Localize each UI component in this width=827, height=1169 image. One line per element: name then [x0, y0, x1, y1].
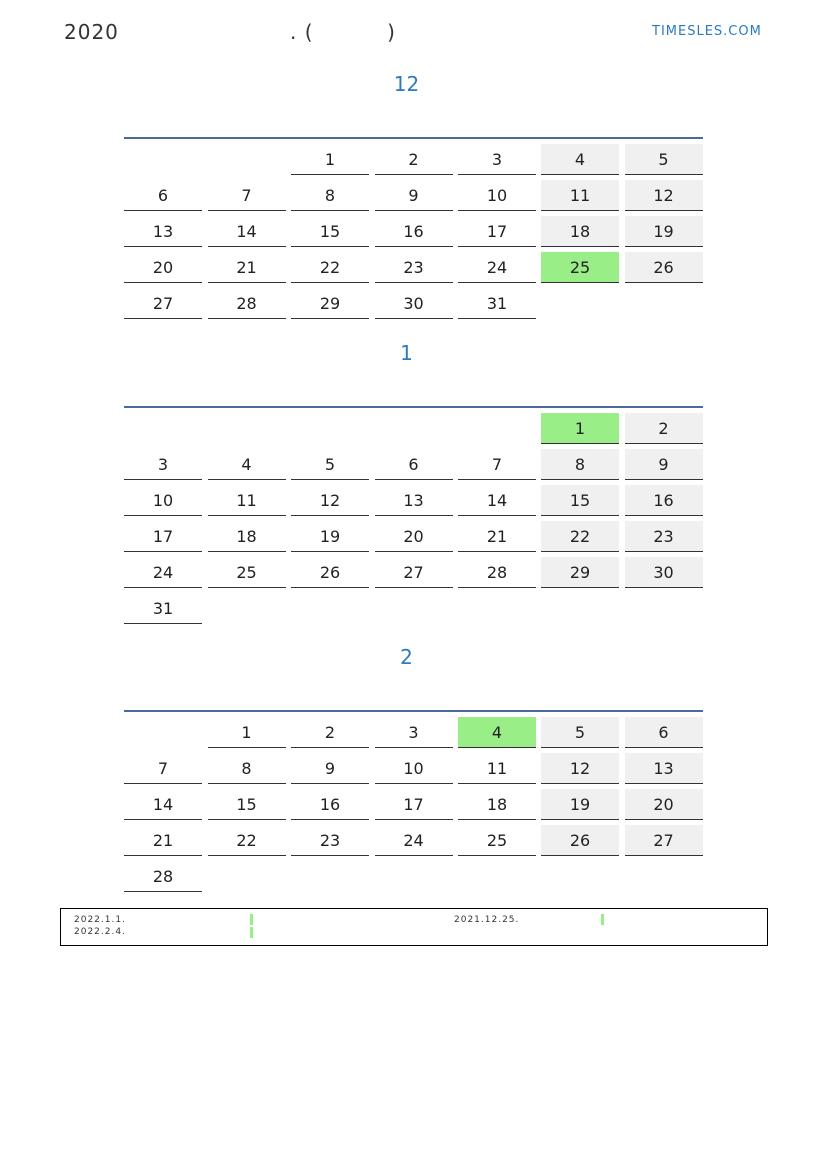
empty-cell: [124, 144, 202, 174]
day-cell: 28: [458, 557, 536, 588]
day-cell: 18: [208, 521, 286, 552]
title-suffix: . ( ): [290, 20, 396, 44]
day-cell: 11: [208, 485, 286, 516]
empty-cell: [375, 593, 453, 623]
week-row: [124, 449, 703, 480]
day-cell: 21: [208, 252, 286, 283]
day-cell: 16: [291, 789, 369, 820]
day-cell: 25: [208, 557, 286, 588]
empty-cell: [541, 288, 619, 318]
week-row: [124, 789, 703, 820]
day-cell: 13: [625, 753, 703, 784]
week-row: [124, 252, 703, 283]
day-cell: 27: [375, 557, 453, 588]
empty-cell: [291, 593, 369, 623]
day-cell: 2: [625, 413, 703, 444]
day-cell: 6: [124, 180, 202, 211]
week-row: [124, 593, 703, 624]
day-cell: 14: [208, 216, 286, 247]
week-row: [124, 861, 703, 892]
day-cell: 12: [625, 180, 703, 211]
day-cell: 12: [541, 753, 619, 784]
empty-cell: [208, 593, 286, 623]
week-row: [124, 288, 703, 319]
empty-cell: [625, 861, 703, 891]
week-row: [124, 753, 703, 784]
calendar-rule: [124, 406, 703, 408]
day-cell: 21: [124, 825, 202, 856]
day-cell: 5: [625, 144, 703, 175]
day-cell: 3: [375, 717, 453, 748]
day-cell: 30: [625, 557, 703, 588]
empty-cell: [291, 413, 369, 443]
holiday-marker: [601, 914, 604, 925]
day-cell: 14: [124, 789, 202, 820]
week-row: [124, 557, 703, 588]
holiday-marker: [250, 927, 253, 938]
day-cell: 5: [541, 717, 619, 748]
day-cell: 18: [458, 789, 536, 820]
day-cell: 2: [291, 717, 369, 748]
day-cell: 8: [208, 753, 286, 784]
empty-cell: [124, 413, 202, 443]
day-cell: 24: [375, 825, 453, 856]
day-cell: 6: [375, 449, 453, 480]
week-row: [124, 485, 703, 516]
day-cell: 9: [375, 180, 453, 211]
day-cell: 8: [291, 180, 369, 211]
day-cell: 8: [541, 449, 619, 480]
day-cell: 25: [541, 252, 619, 283]
month-title-december: 12: [393, 72, 420, 96]
empty-cell: [458, 593, 536, 623]
site-link[interactable]: TIMESLES.COM: [652, 24, 762, 39]
empty-cell: [208, 861, 286, 891]
day-cell: 19: [625, 216, 703, 247]
day-cell: 13: [124, 216, 202, 247]
day-cell: 22: [208, 825, 286, 856]
empty-cell: [208, 144, 286, 174]
day-cell: 11: [458, 753, 536, 784]
month-title-january: 1: [400, 341, 413, 365]
day-cell: 17: [375, 789, 453, 820]
day-cell: 3: [458, 144, 536, 175]
week-row: [124, 216, 703, 247]
empty-cell: [208, 413, 286, 443]
week-row: [124, 144, 703, 175]
day-cell: 2: [375, 144, 453, 175]
week-row: [124, 825, 703, 856]
month-title-february: 2: [400, 645, 413, 669]
day-cell: 15: [291, 216, 369, 247]
empty-cell: [291, 861, 369, 891]
empty-cell: [541, 861, 619, 891]
day-cell: 24: [458, 252, 536, 283]
day-cell: 10: [124, 485, 202, 516]
day-cell: 1: [541, 413, 619, 444]
day-cell: 23: [291, 825, 369, 856]
day-cell: 19: [541, 789, 619, 820]
day-cell: 17: [458, 216, 536, 247]
day-cell: 18: [541, 216, 619, 247]
legend-date: 2022.1.1.: [74, 915, 126, 925]
day-cell: 14: [458, 485, 536, 516]
legend-date: 2021.12.25.: [454, 915, 520, 925]
day-cell: 22: [541, 521, 619, 552]
calendar-rule: [124, 710, 703, 712]
holiday-marker: [250, 914, 253, 925]
day-cell: 1: [291, 144, 369, 175]
day-cell: 4: [458, 717, 536, 748]
empty-cell: [375, 861, 453, 891]
week-row: [124, 180, 703, 211]
day-cell: 20: [375, 521, 453, 552]
empty-cell: [375, 413, 453, 443]
empty-cell: [458, 861, 536, 891]
day-cell: 5: [291, 449, 369, 480]
day-cell: 28: [208, 288, 286, 319]
day-cell: 3: [124, 449, 202, 480]
empty-cell: [541, 593, 619, 623]
day-cell: 4: [541, 144, 619, 175]
day-cell: 26: [541, 825, 619, 856]
day-cell: 23: [375, 252, 453, 283]
day-cell: 16: [625, 485, 703, 516]
day-cell: 16: [375, 216, 453, 247]
day-cell: 23: [625, 521, 703, 552]
empty-cell: [625, 288, 703, 318]
day-cell: 13: [375, 485, 453, 516]
day-cell: 10: [375, 753, 453, 784]
week-row: [124, 413, 703, 444]
day-cell: 9: [291, 753, 369, 784]
holiday-legend: [60, 908, 768, 946]
day-cell: 7: [458, 449, 536, 480]
day-cell: 10: [458, 180, 536, 211]
day-cell: 7: [124, 753, 202, 784]
legend-date: 2022.2.4.: [74, 927, 126, 937]
empty-cell: [458, 413, 536, 443]
day-cell: 4: [208, 449, 286, 480]
day-cell: 31: [458, 288, 536, 319]
day-cell: 19: [291, 521, 369, 552]
day-cell: 17: [124, 521, 202, 552]
empty-cell: [625, 593, 703, 623]
day-cell: 29: [291, 288, 369, 319]
day-cell: 28: [124, 861, 202, 892]
calendar-rule: [124, 137, 703, 139]
day-cell: 9: [625, 449, 703, 480]
day-cell: 1: [208, 717, 286, 748]
day-cell: 21: [458, 521, 536, 552]
day-cell: 20: [625, 789, 703, 820]
day-cell: 26: [291, 557, 369, 588]
day-cell: 12: [291, 485, 369, 516]
day-cell: 15: [208, 789, 286, 820]
day-cell: 11: [541, 180, 619, 211]
day-cell: 27: [625, 825, 703, 856]
week-row: [124, 717, 703, 748]
page-title: 2020: [64, 20, 119, 44]
day-cell: 30: [375, 288, 453, 319]
day-cell: 26: [625, 252, 703, 283]
day-cell: 22: [291, 252, 369, 283]
day-cell: 7: [208, 180, 286, 211]
day-cell: 31: [124, 593, 202, 624]
week-row: [124, 521, 703, 552]
day-cell: 25: [458, 825, 536, 856]
empty-cell: [124, 717, 202, 747]
day-cell: 29: [541, 557, 619, 588]
day-cell: 20: [124, 252, 202, 283]
day-cell: 6: [625, 717, 703, 748]
day-cell: 15: [541, 485, 619, 516]
day-cell: 27: [124, 288, 202, 319]
day-cell: 24: [124, 557, 202, 588]
